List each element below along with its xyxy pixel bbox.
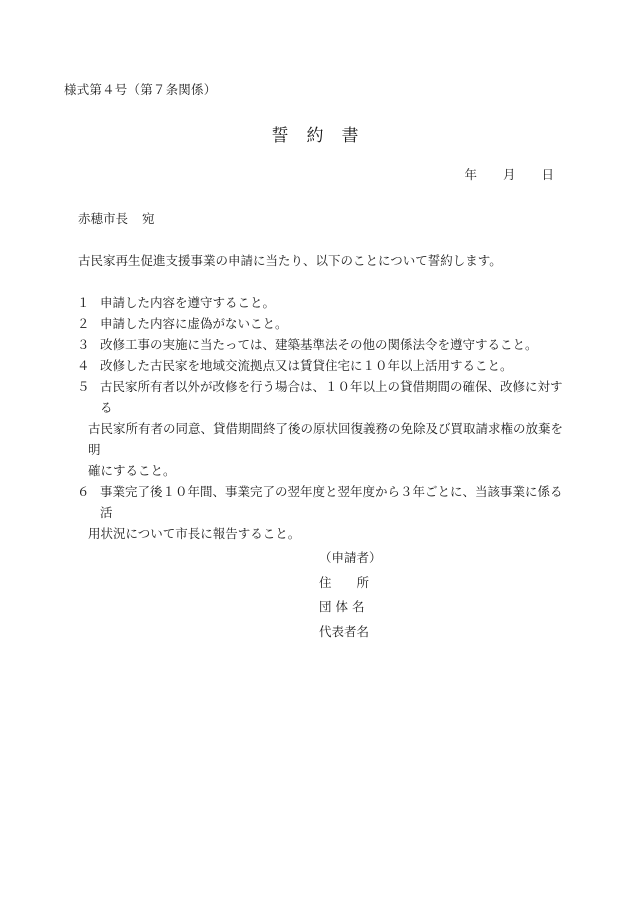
applicant-organization-label: 団 体 名	[319, 599, 365, 614]
intro-statement: 古民家再生促進支援事業の申請に当たり、以下のことについて誓約します。	[78, 253, 502, 268]
pledge-item-number: ２	[77, 316, 90, 331]
pledge-item-text: 申請した内容に虚偽がないこと。	[100, 316, 288, 331]
applicant-address-label: 住 所	[319, 574, 370, 590]
pledge-item-text-continued: 用状況について市長に報告すること。	[88, 526, 301, 541]
date-year-label: 年	[464, 167, 477, 182]
pledge-item-number: ３	[77, 337, 90, 352]
title-char-3: 書	[341, 126, 359, 146]
applicant-heading: （申請者）	[319, 550, 382, 565]
pledge-item-number: ６	[77, 484, 90, 499]
pledge-item-text: 事業完了後１０年間、事業完了の翌年度と翌年度から３年ごとに、当該事業に係る活	[100, 484, 563, 520]
title-char-1: 誓	[271, 126, 289, 146]
pledge-item-text: 古民家所有者以外が改修を行う場合は、１０年以上の貸借期間の確保、改修に対する	[100, 379, 563, 415]
pledge-item	[73, 376, 573, 481]
pledge-item-text: 改修工事の実施に当たっては、建築基準法その他の関係法令を遵守すること。	[100, 337, 538, 352]
pledge-item-text-continued: 確にすること。	[88, 463, 176, 478]
pledge-item	[73, 292, 573, 313]
addressee-suffix: 宛	[142, 211, 155, 226]
pledge-item-number: ４	[77, 358, 90, 373]
pledge-item-number: １	[77, 295, 90, 310]
pledge-item-number: ５	[77, 379, 90, 394]
addressee-name: 赤穂市長	[78, 211, 129, 226]
pledge-item	[73, 334, 573, 355]
pledge-item	[73, 313, 573, 334]
date-line	[464, 165, 554, 183]
pledge-item-text-continued: 古民家所有者の同意、貸借期間終了後の原状回復義務の免除及び買取請求権の放棄を明	[88, 421, 564, 457]
applicant-block	[319, 546, 382, 644]
pledge-item	[73, 481, 573, 544]
date-month-label: 月	[502, 167, 516, 182]
title-char-2: 約	[306, 126, 324, 146]
pledge-items	[73, 292, 573, 544]
date-day-label: 日	[541, 167, 554, 182]
pledge-item-text: 申請した内容を遵守すること。	[100, 295, 276, 310]
document-title	[0, 121, 630, 146]
pledge-item-text: 改修した古民家を地域交流拠点又は賃貸住宅に１０年以上活用すること。	[100, 358, 513, 373]
pledge-item	[73, 355, 573, 376]
applicant-representative-label: 代表者名	[319, 623, 370, 639]
form-number: 様式第４号（第７条関係）	[64, 82, 217, 97]
addressee	[78, 209, 155, 227]
